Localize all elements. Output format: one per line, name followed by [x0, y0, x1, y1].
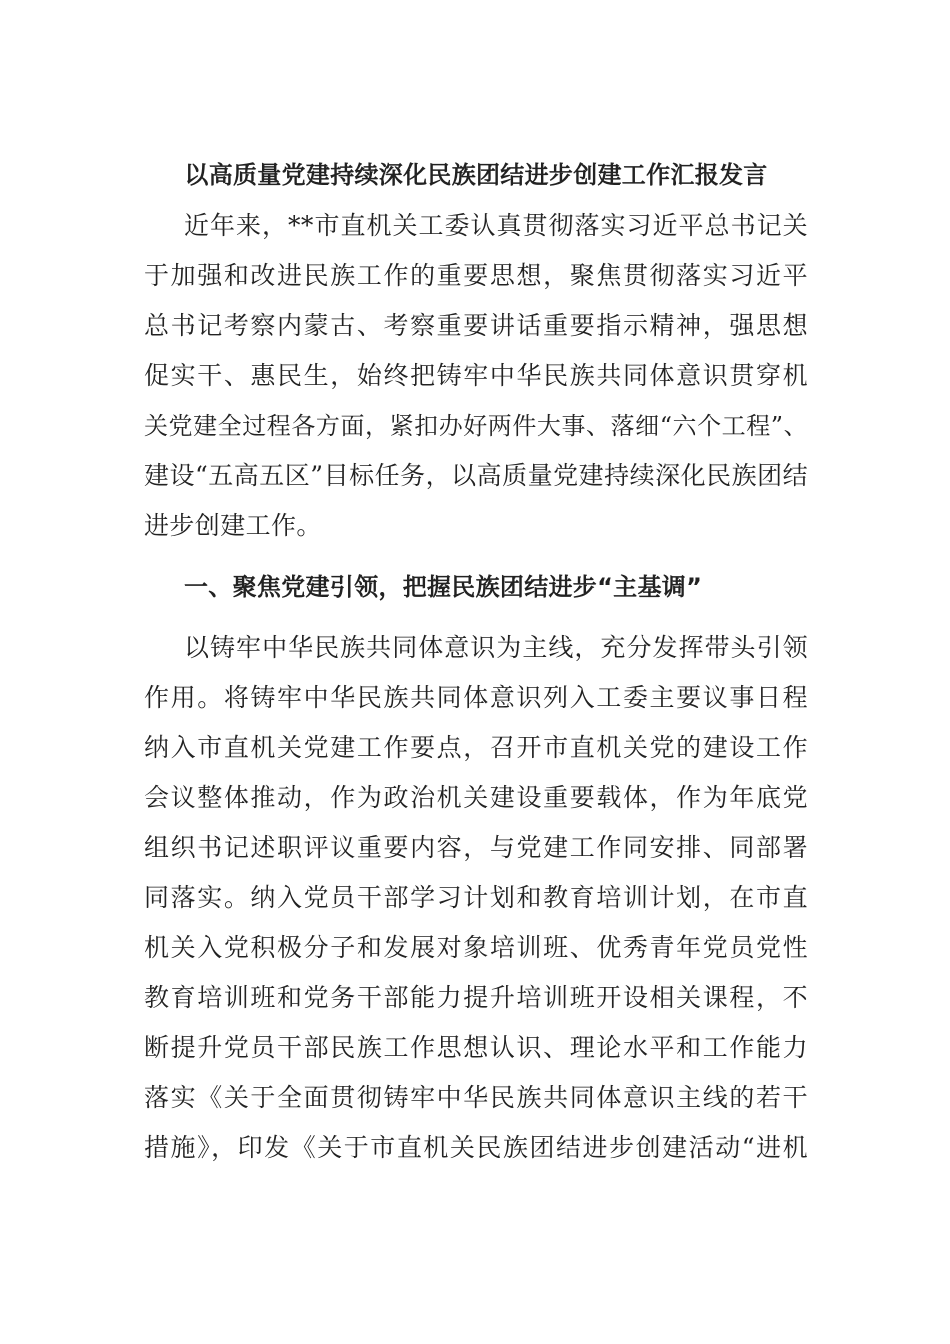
paragraph-line: 建设“五高五区”目标任务，以高质量党建持续深化民族团结 [144, 461, 808, 490]
paragraph-line: 总书记考察内蒙古、考察重要讲话重要指示精神，强思想 [144, 311, 808, 340]
paragraph-line: 近年来，**市直机关工委认真贯彻落实习近平总书记关 [184, 211, 808, 240]
paragraph-line: 组织书记述职评议重要内容，与党建工作同安排、同部署 [144, 833, 808, 862]
paragraph-line: 同落实。纳入党员干部学习计划和教育培训计划，在市直 [144, 883, 808, 912]
paragraph-line: 以铸牢中华民族共同体意识为主线，充分发挥带头引领 [184, 633, 808, 662]
section-heading: 一、聚焦党建引领，把握民族团结进步“主基调” [184, 573, 703, 601]
paragraph-line: 促实干、惠民生，始终把铸牢中华民族共同体意识贯穿机 [144, 361, 808, 390]
paragraph-line: 措施》，印发《关于市直机关民族团结进步创建活动“进机 [144, 1133, 808, 1162]
paragraph-line: 纳入市直机关党建工作要点，召开市直机关党的建设工作 [144, 733, 808, 762]
paragraph-line: 作用。将铸牢中华民族共同体意识列入工委主要议事日程 [144, 683, 808, 712]
paragraph-line: 于加强和改进民族工作的重要思想，聚焦贯彻落实习近平 [144, 261, 808, 290]
paragraph-line: 进步创建工作。 [144, 511, 322, 540]
document-title: 以高质量党建持续深化民族团结进步创建工作汇报发言 [184, 161, 768, 189]
intro-paragraph [144, 201, 808, 551]
paragraph-line: 机关入党积极分子和发展对象培训班、优秀青年党员党性 [144, 933, 808, 962]
paragraph-line: 会议整体推动，作为政治机关建设重要载体，作为年底党 [144, 783, 808, 812]
paragraph-line: 断提升党员干部民族工作思想认识、理论水平和工作能力 [144, 1033, 808, 1062]
paragraph-line: 教育培训班和党务干部能力提升培训班开设相关课程，不 [144, 983, 808, 1012]
paragraph-line: 关党建全过程各方面，紧扣办好两件大事、落细“六个工程”、 [144, 412, 808, 440]
section1-paragraph [144, 623, 808, 1173]
document-page [144, 150, 808, 1173]
paragraph-line: 落实《关于全面贯彻铸牢中华民族共同体意识主线的若干 [144, 1083, 808, 1112]
